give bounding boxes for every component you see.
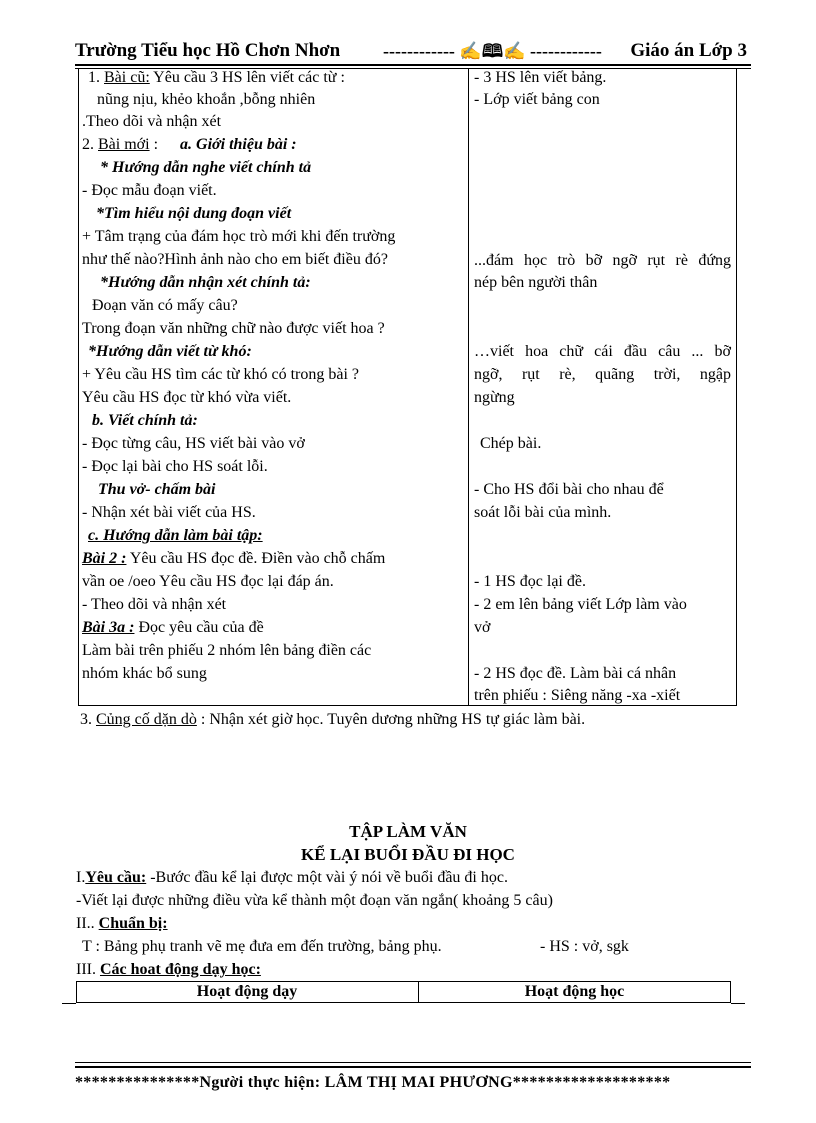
activity-table-divider	[468, 68, 469, 706]
activities-label: Các hoat động dạy học:	[99, 961, 261, 978]
left-line: Đoạn văn có mấy câu?	[92, 297, 238, 314]
left-line: Làm bài trên phiếu 2 nhóm lên bảng điền các	[82, 642, 372, 659]
left-line: - Theo dõi và nhận xét	[82, 596, 227, 613]
lesson-plan-label: Giáo án Lớp 3	[630, 40, 747, 61]
requirements-line-2: -Viết lại được những điều vừa kể thành một đoạn văn ngắn( khoảng 5 câu)	[76, 892, 553, 909]
right-line: - 2 HS đọc đề. Làm bài cá nhân	[474, 665, 677, 682]
right-line: ...đám học trò bỡ ngỡ rụt rè đứng	[474, 252, 731, 269]
page-header	[75, 40, 747, 66]
right-line: - Cho HS đổi bài cho nhau để	[474, 481, 664, 498]
right-line: - 3 HS lên viết bảng.	[474, 69, 607, 86]
section-heading: * Hướng dẫn nghe viết chính tả	[100, 159, 312, 176]
section-heading: *Hướng dẫn viết từ khó:	[88, 343, 252, 360]
right-line: soát lỗi bài của mình.	[474, 504, 612, 521]
new-lesson-label: Bài mới	[98, 136, 150, 153]
lesson-subject: TẬP LÀM VĂN	[349, 822, 467, 841]
right-line: ngừng	[474, 389, 515, 406]
exercise-2-label: Bài 2 :	[82, 550, 127, 567]
left-line: nũng nịu, khẻo khoắn ,bỗng nhiên	[97, 91, 316, 108]
preparation-student: - HS : vở, sgk	[540, 938, 629, 955]
right-line: - Lớp viết bảng con	[474, 91, 600, 108]
left-line: vần oe /oeo Yêu cầu HS đọc lại đáp án.	[82, 573, 334, 590]
author-footer: ***************Người thực hiện: LÂM THỊ MAI PHƯƠNG*******************	[75, 1074, 671, 1091]
left-line: - Nhận xét bài viết của HS.	[82, 504, 256, 521]
right-line: …viết hoa chữ cái đầu câu ... bỡ	[474, 343, 731, 360]
activities-line: III. Các hoat động dạy học:	[76, 961, 261, 978]
preparation-teacher: T : Bảng phụ tranh vẽ mẹ đưa em đến trường, bảng phụ.	[82, 938, 442, 955]
footer-rule-thick	[75, 1066, 751, 1068]
right-line: trên phiếu : Siêng năng -xa -xiết	[474, 687, 681, 704]
right-line: ngỡ, rụt rè, quãng trời, ngập	[474, 366, 731, 383]
left-line: Bài 3a : Đọc yêu cầu của đề	[82, 619, 264, 636]
preparation-line: II.. Chuẩn bị:	[76, 915, 168, 932]
table-2-rule-right	[731, 1003, 745, 1004]
requirements-line: I.Yêu cầu: -Bước đầu kể lại được một vài ý nói về buổi đầu đi học.	[76, 869, 508, 886]
section-heading: c. Hướng dẫn làm bài tập:	[88, 527, 263, 544]
left-line: 2. Bài mới : a. Giới thiệu bài :	[82, 136, 297, 153]
header-rule-thick	[75, 64, 751, 66]
preparation-label: Chuẩn bị:	[98, 915, 168, 932]
left-line: - Đọc mẫu đoạn viết.	[82, 182, 217, 199]
col-learning-header: Hoạt động học	[524, 983, 625, 1000]
right-line: - 2 em lên bảng viết Lớp làm vào	[474, 596, 687, 613]
left-line: - Đọc từng câu, HS viết bài vào vở	[82, 435, 305, 452]
consolidation-line: 3. Củng cố dặn dò : Nhận xét giờ học. Tuyên dương những HS tự giác làm bài.	[80, 711, 586, 728]
left-line: 1. Bài cũ: Yêu cầu 3 HS lên viết các từ :	[88, 69, 345, 86]
exercise-3a-label: Bài 3a :	[82, 619, 135, 636]
intro-heading: a. Giới thiệu bài :	[180, 136, 297, 153]
right-line: Chép bài.	[480, 435, 542, 452]
col-teaching-header: Hoạt động dạy	[196, 983, 298, 1000]
footer-rule-thin	[75, 1062, 751, 1063]
left-line: như thế nào?Hình ảnh nào cho em biết điều đó?	[82, 251, 388, 268]
section-heading: b. Viết chính tả:	[92, 412, 198, 429]
old-lesson-label: Bài cũ:	[104, 69, 150, 86]
table-2-rule-left	[62, 1003, 76, 1004]
section-heading: *Hướng dẫn nhận xét chính tả:	[100, 274, 311, 291]
left-line: + Tâm trạng của đám học trò mới khi đến trường	[82, 228, 396, 245]
requirements-label: Yêu cầu:	[85, 869, 147, 886]
left-line: + Yêu cầu HS tìm các từ khó có trong bài ?	[82, 366, 360, 383]
header-ornament: ------------ ✍🕮✍ ------------	[383, 41, 602, 61]
right-line: nép bên người thân	[474, 274, 598, 291]
left-line: - Đọc lại bài cho HS soát lỗi.	[82, 458, 268, 475]
left-line: .Theo dõi và nhận xét	[82, 113, 222, 130]
consolidation-label: Củng cố dặn dò	[96, 711, 197, 728]
right-line: vở	[474, 619, 491, 636]
left-line: Bài 2 : Yêu cầu HS đọc đề. Điền vào chỗ chấm	[82, 550, 386, 567]
left-line: Yêu cầu HS đọc từ khó vừa viết.	[82, 389, 292, 406]
section-heading: Thu vở- chấm bài	[98, 481, 216, 498]
section-heading: *Tìm hiểu nội dung đoạn viết	[96, 205, 292, 222]
left-line: Trong đoạn văn những chữ nào được viết hoa ?	[82, 320, 385, 337]
lesson-title: KỂ LẠI BUỔI ĐẦU ĐI HỌC	[301, 845, 515, 864]
right-line: - 1 HS đọc lại đề.	[474, 573, 586, 590]
school-name: Trường Tiểu học Hồ Chơn Nhơn	[75, 40, 341, 61]
left-line: nhóm khác bổ sung	[82, 665, 207, 682]
